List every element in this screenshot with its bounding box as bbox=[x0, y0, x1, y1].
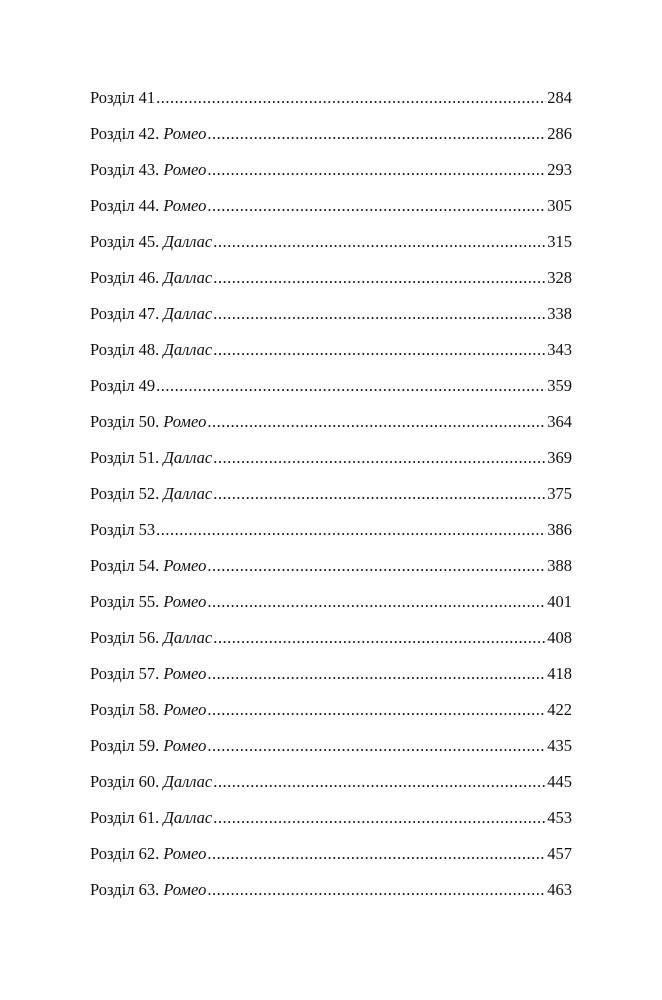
narrator-name: Ромео bbox=[163, 412, 207, 431]
narrator-name: Ромео bbox=[163, 556, 207, 575]
page-number: 401 bbox=[547, 592, 572, 611]
dot-leader bbox=[213, 626, 546, 650]
dot-leader bbox=[207, 590, 546, 614]
chapter-label: Розділ 41 bbox=[90, 88, 156, 107]
toc-entry bbox=[90, 518, 572, 554]
page-number: 369 bbox=[547, 448, 572, 467]
chapter-label: Розділ 44. bbox=[90, 196, 160, 215]
toc-entry bbox=[90, 626, 572, 662]
toc-entry bbox=[90, 374, 572, 410]
page-number: 463 bbox=[547, 880, 572, 899]
dot-leader bbox=[213, 266, 546, 290]
chapter-label: Розділ 56. bbox=[90, 628, 160, 647]
toc-entry bbox=[90, 194, 572, 230]
page-number: 359 bbox=[547, 376, 572, 395]
toc-entry bbox=[90, 590, 572, 626]
narrator-name: Ромео bbox=[163, 700, 207, 719]
narrator-name: Ромео bbox=[163, 124, 207, 143]
page-number: 386 bbox=[547, 520, 572, 539]
page-number: 328 bbox=[547, 268, 572, 287]
dot-leader bbox=[156, 518, 546, 542]
toc-entry bbox=[90, 86, 572, 122]
toc-entry bbox=[90, 230, 572, 266]
narrator-name: Даллас bbox=[163, 304, 213, 323]
page-number: 284 bbox=[547, 88, 572, 107]
chapter-label: Розділ 63. bbox=[90, 880, 160, 899]
chapter-label: Розділ 57. bbox=[90, 664, 160, 683]
dot-leader bbox=[156, 374, 546, 398]
narrator-name: Даллас bbox=[163, 628, 213, 647]
page-number: 457 bbox=[547, 844, 572, 863]
chapter-label: Розділ 53 bbox=[90, 520, 156, 539]
page-number: 445 bbox=[547, 772, 572, 791]
toc-entry bbox=[90, 266, 572, 302]
dot-leader bbox=[156, 86, 546, 110]
toc-entry bbox=[90, 338, 572, 374]
toc-entry bbox=[90, 482, 572, 518]
chapter-label: Розділ 52. bbox=[90, 484, 160, 503]
toc-entry bbox=[90, 878, 572, 914]
table-of-contents bbox=[90, 86, 572, 914]
narrator-name: Ромео bbox=[163, 664, 207, 683]
page-number: 435 bbox=[547, 736, 572, 755]
page-number: 305 bbox=[547, 196, 572, 215]
chapter-label: Розділ 51. bbox=[90, 448, 160, 467]
toc-entry bbox=[90, 554, 572, 590]
chapter-label: Розділ 42. bbox=[90, 124, 160, 143]
dot-leader bbox=[207, 158, 546, 182]
dot-leader bbox=[207, 878, 546, 902]
chapter-label: Розділ 60. bbox=[90, 772, 160, 791]
page-number: 343 bbox=[547, 340, 572, 359]
chapter-label: Розділ 47. bbox=[90, 304, 160, 323]
chapter-label: Розділ 46. bbox=[90, 268, 160, 287]
narrator-name: Даллас bbox=[163, 484, 213, 503]
chapter-label: Розділ 55. bbox=[90, 592, 160, 611]
page-number: 388 bbox=[547, 556, 572, 575]
dot-leader bbox=[207, 554, 546, 578]
narrator-name: Даллас bbox=[163, 772, 213, 791]
narrator-name: Даллас bbox=[163, 268, 213, 287]
dot-leader bbox=[207, 662, 546, 686]
chapter-label: Розділ 54. bbox=[90, 556, 160, 575]
page-number: 375 bbox=[547, 484, 572, 503]
chapter-label: Розділ 43. bbox=[90, 160, 160, 179]
page-number: 453 bbox=[547, 808, 572, 827]
narrator-name: Ромео bbox=[163, 736, 207, 755]
page-number: 408 bbox=[547, 628, 572, 647]
narrator-name: Даллас bbox=[163, 340, 213, 359]
narrator-name: Ромео bbox=[163, 160, 207, 179]
narrator-name: Даллас bbox=[163, 808, 213, 827]
page-number: 364 bbox=[547, 412, 572, 431]
narrator-name: Ромео bbox=[163, 592, 207, 611]
chapter-label: Розділ 45. bbox=[90, 232, 160, 251]
toc-entry bbox=[90, 158, 572, 194]
dot-leader bbox=[207, 122, 546, 146]
dot-leader bbox=[213, 770, 546, 794]
narrator-name: Ромео bbox=[163, 196, 207, 215]
toc-entry bbox=[90, 122, 572, 158]
page-number: 315 bbox=[547, 232, 572, 251]
narrator-name: Ромео bbox=[163, 880, 207, 899]
toc-entry bbox=[90, 410, 572, 446]
toc-entry bbox=[90, 446, 572, 482]
chapter-label: Розділ 61. bbox=[90, 808, 160, 827]
dot-leader bbox=[213, 338, 546, 362]
chapter-label: Розділ 48. bbox=[90, 340, 160, 359]
page-number: 422 bbox=[547, 700, 572, 719]
toc-entry bbox=[90, 734, 572, 770]
chapter-label: Розділ 50. bbox=[90, 412, 160, 431]
chapter-label: Розділ 58. bbox=[90, 700, 160, 719]
toc-entry bbox=[90, 842, 572, 878]
dot-leader bbox=[213, 446, 546, 470]
page-number: 418 bbox=[547, 664, 572, 683]
dot-leader bbox=[207, 194, 546, 218]
toc-entry bbox=[90, 698, 572, 734]
dot-leader bbox=[207, 842, 546, 866]
chapter-label: Розділ 62. bbox=[90, 844, 160, 863]
dot-leader bbox=[207, 410, 546, 434]
narrator-name: Ромео bbox=[163, 844, 207, 863]
dot-leader bbox=[207, 734, 546, 758]
dot-leader bbox=[213, 230, 546, 254]
page-number: 286 bbox=[547, 124, 572, 143]
dot-leader bbox=[207, 698, 546, 722]
dot-leader bbox=[213, 482, 546, 506]
toc-entry bbox=[90, 662, 572, 698]
narrator-name: Даллас bbox=[163, 448, 213, 467]
dot-leader bbox=[213, 806, 546, 830]
narrator-name: Даллас bbox=[163, 232, 213, 251]
page-number: 338 bbox=[547, 304, 572, 323]
chapter-label: Розділ 49 bbox=[90, 376, 156, 395]
toc-entry bbox=[90, 302, 572, 338]
toc-entry bbox=[90, 806, 572, 842]
dot-leader bbox=[213, 302, 546, 326]
page-number: 293 bbox=[547, 160, 572, 179]
chapter-label: Розділ 59. bbox=[90, 736, 160, 755]
toc-entry bbox=[90, 770, 572, 806]
